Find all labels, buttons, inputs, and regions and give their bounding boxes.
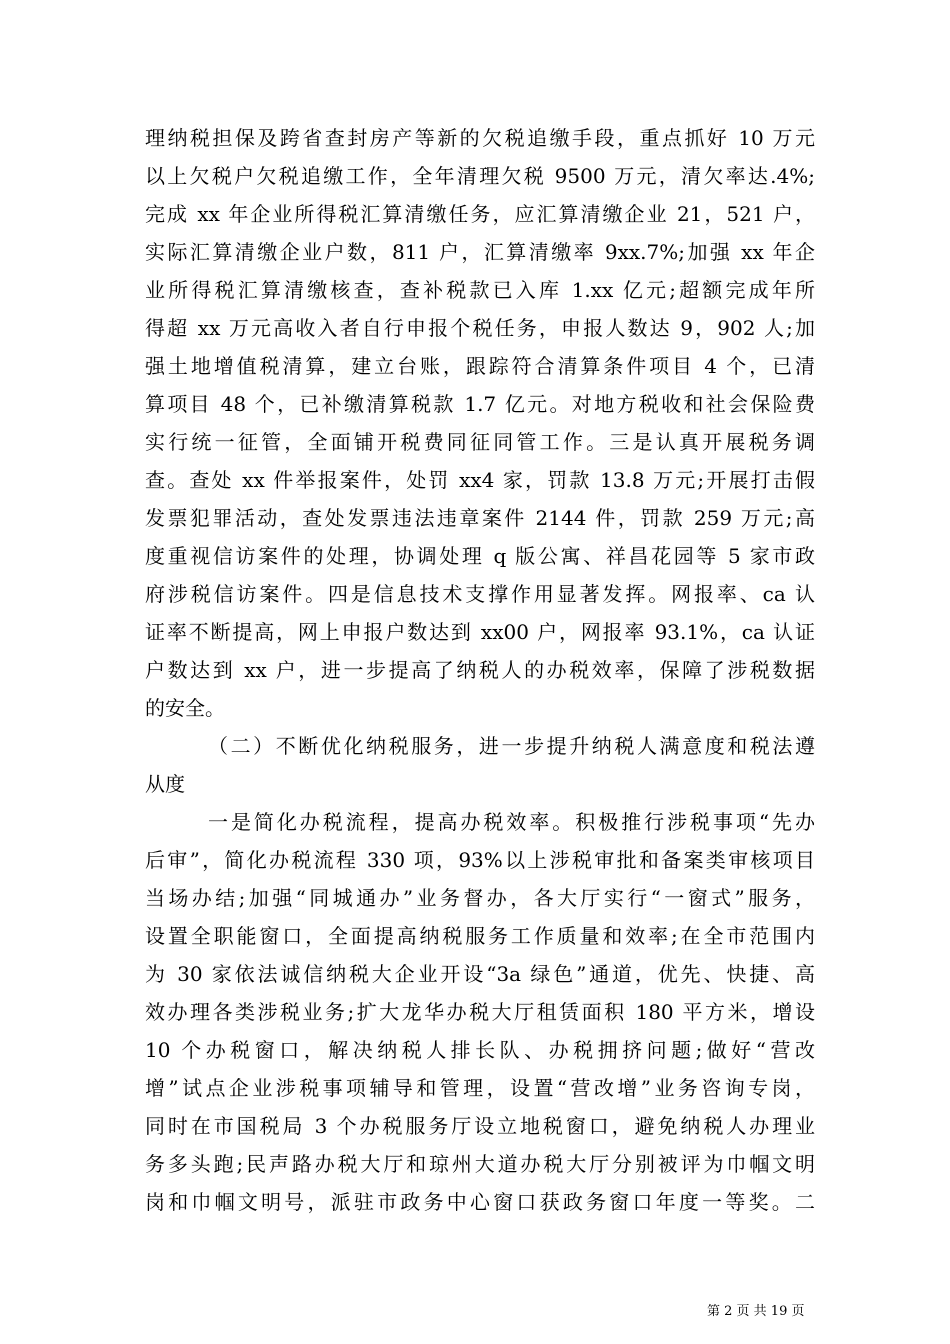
text-line: 完成 xx 年企业所得税汇算清缴任务，应汇算清缴企业 21，521 户， — [145, 202, 815, 226]
text-line: 实行统一征管，全面铺开税费同征同管工作。三是认真开展税务调 — [145, 430, 815, 454]
text-line: 算项目 48 个，已补缴清算税款 1.7 亿元。对地方税收和社会保险费 — [145, 392, 815, 416]
text-line: 一是简化办税流程，提高办税效率。积极推行涉税事项“先办 — [208, 810, 815, 834]
text-line: 岗和巾帼文明号，派驻市政务中心窗口获政务窗口年度一等奖。二 — [145, 1190, 815, 1214]
text-line: 发票犯罪活动，查处发票违法违章案件 2144 件，罚款 259 万元;高 — [145, 506, 815, 530]
text-line: 以上欠税户欠税追缴工作，全年清理欠税 9500 万元，清欠率达.4%; — [145, 164, 815, 188]
section-heading: （二）不断优化纳税服务，进一步提升纳税人满意度和税法遵 — [208, 734, 815, 758]
text-line: 当场办结;加强“同城通办”业务督办，各大厅实行“一窗式”服务， — [145, 886, 815, 910]
text-line: 度重视信访案件的处理，协调处理 q 版公寓、祥昌花园等 5 家市政 — [145, 544, 815, 568]
text-line: 强土地增值税清算，建立台账，跟踪符合清算条件项目 4 个，已清 — [145, 354, 815, 378]
text-line: 查。查处 xx 件举报案件，处罚 xx4 家，罚款 13.8 万元;开展打击假 — [145, 468, 815, 492]
text-line: 理纳税担保及跨省查封房产等新的欠税追缴手段，重点抓好 10 万元 — [145, 126, 815, 150]
text-line: 为 30 家依法诚信纳税大企业开设“3a 绿色”通道，优先、快捷、高 — [145, 962, 815, 986]
text-line: 的安全。 — [145, 696, 225, 720]
section-heading: 从度 — [145, 772, 185, 796]
text-line: 户数达到 xx 户，进一步提高了纳税人的办税效率，保障了涉税数据 — [145, 658, 815, 682]
text-line: 后审”，简化办税流程 330 项，93%以上涉税审批和备案类审核项目 — [145, 848, 815, 872]
text-line: 业所得税汇算清缴核查，查补税款已入库 1.xx 亿元;超额完成年所 — [145, 278, 815, 302]
text-line: 增”试点企业涉税事项辅导和管理，设置“营改增”业务咨询专岗， — [145, 1076, 815, 1100]
text-line: 效办理各类涉税业务;扩大龙华办税大厅租赁面积 180 平方米，增设 — [145, 1000, 815, 1024]
page-number: 第 2 页 共 19 页 — [707, 1304, 805, 1319]
text-line: 10 个办税窗口，解决纳税人排长队、办税拥挤问题;做好“营改 — [145, 1038, 815, 1062]
text-line: 同时在市国税局 3 个办税服务厅设立地税窗口，避免纳税人办理业 — [145, 1114, 815, 1138]
text-line: 证率不断提高，网上申报户数达到 xx00 户，网报率 93.1%，ca 认证 — [145, 620, 815, 644]
text-line: 实际汇算清缴企业户数，811 户，汇算清缴率 9xx.7%;加强 xx 年企 — [145, 240, 815, 264]
text-line: 得超 xx 万元高收入者自行申报个税任务，申报人数达 9，902 人;加 — [145, 316, 815, 340]
text-line: 设置全职能窗口，全面提高纳税服务工作质量和效率;在全市范围内 — [145, 924, 815, 948]
text-line: 务多头跑;民声路办税大厅和琼州大道办税大厅分别被评为巾帼文明 — [145, 1152, 815, 1176]
text-line: 府涉税信访案件。四是信息技术支撑作用显著发挥。网报率、ca 认 — [145, 582, 815, 606]
